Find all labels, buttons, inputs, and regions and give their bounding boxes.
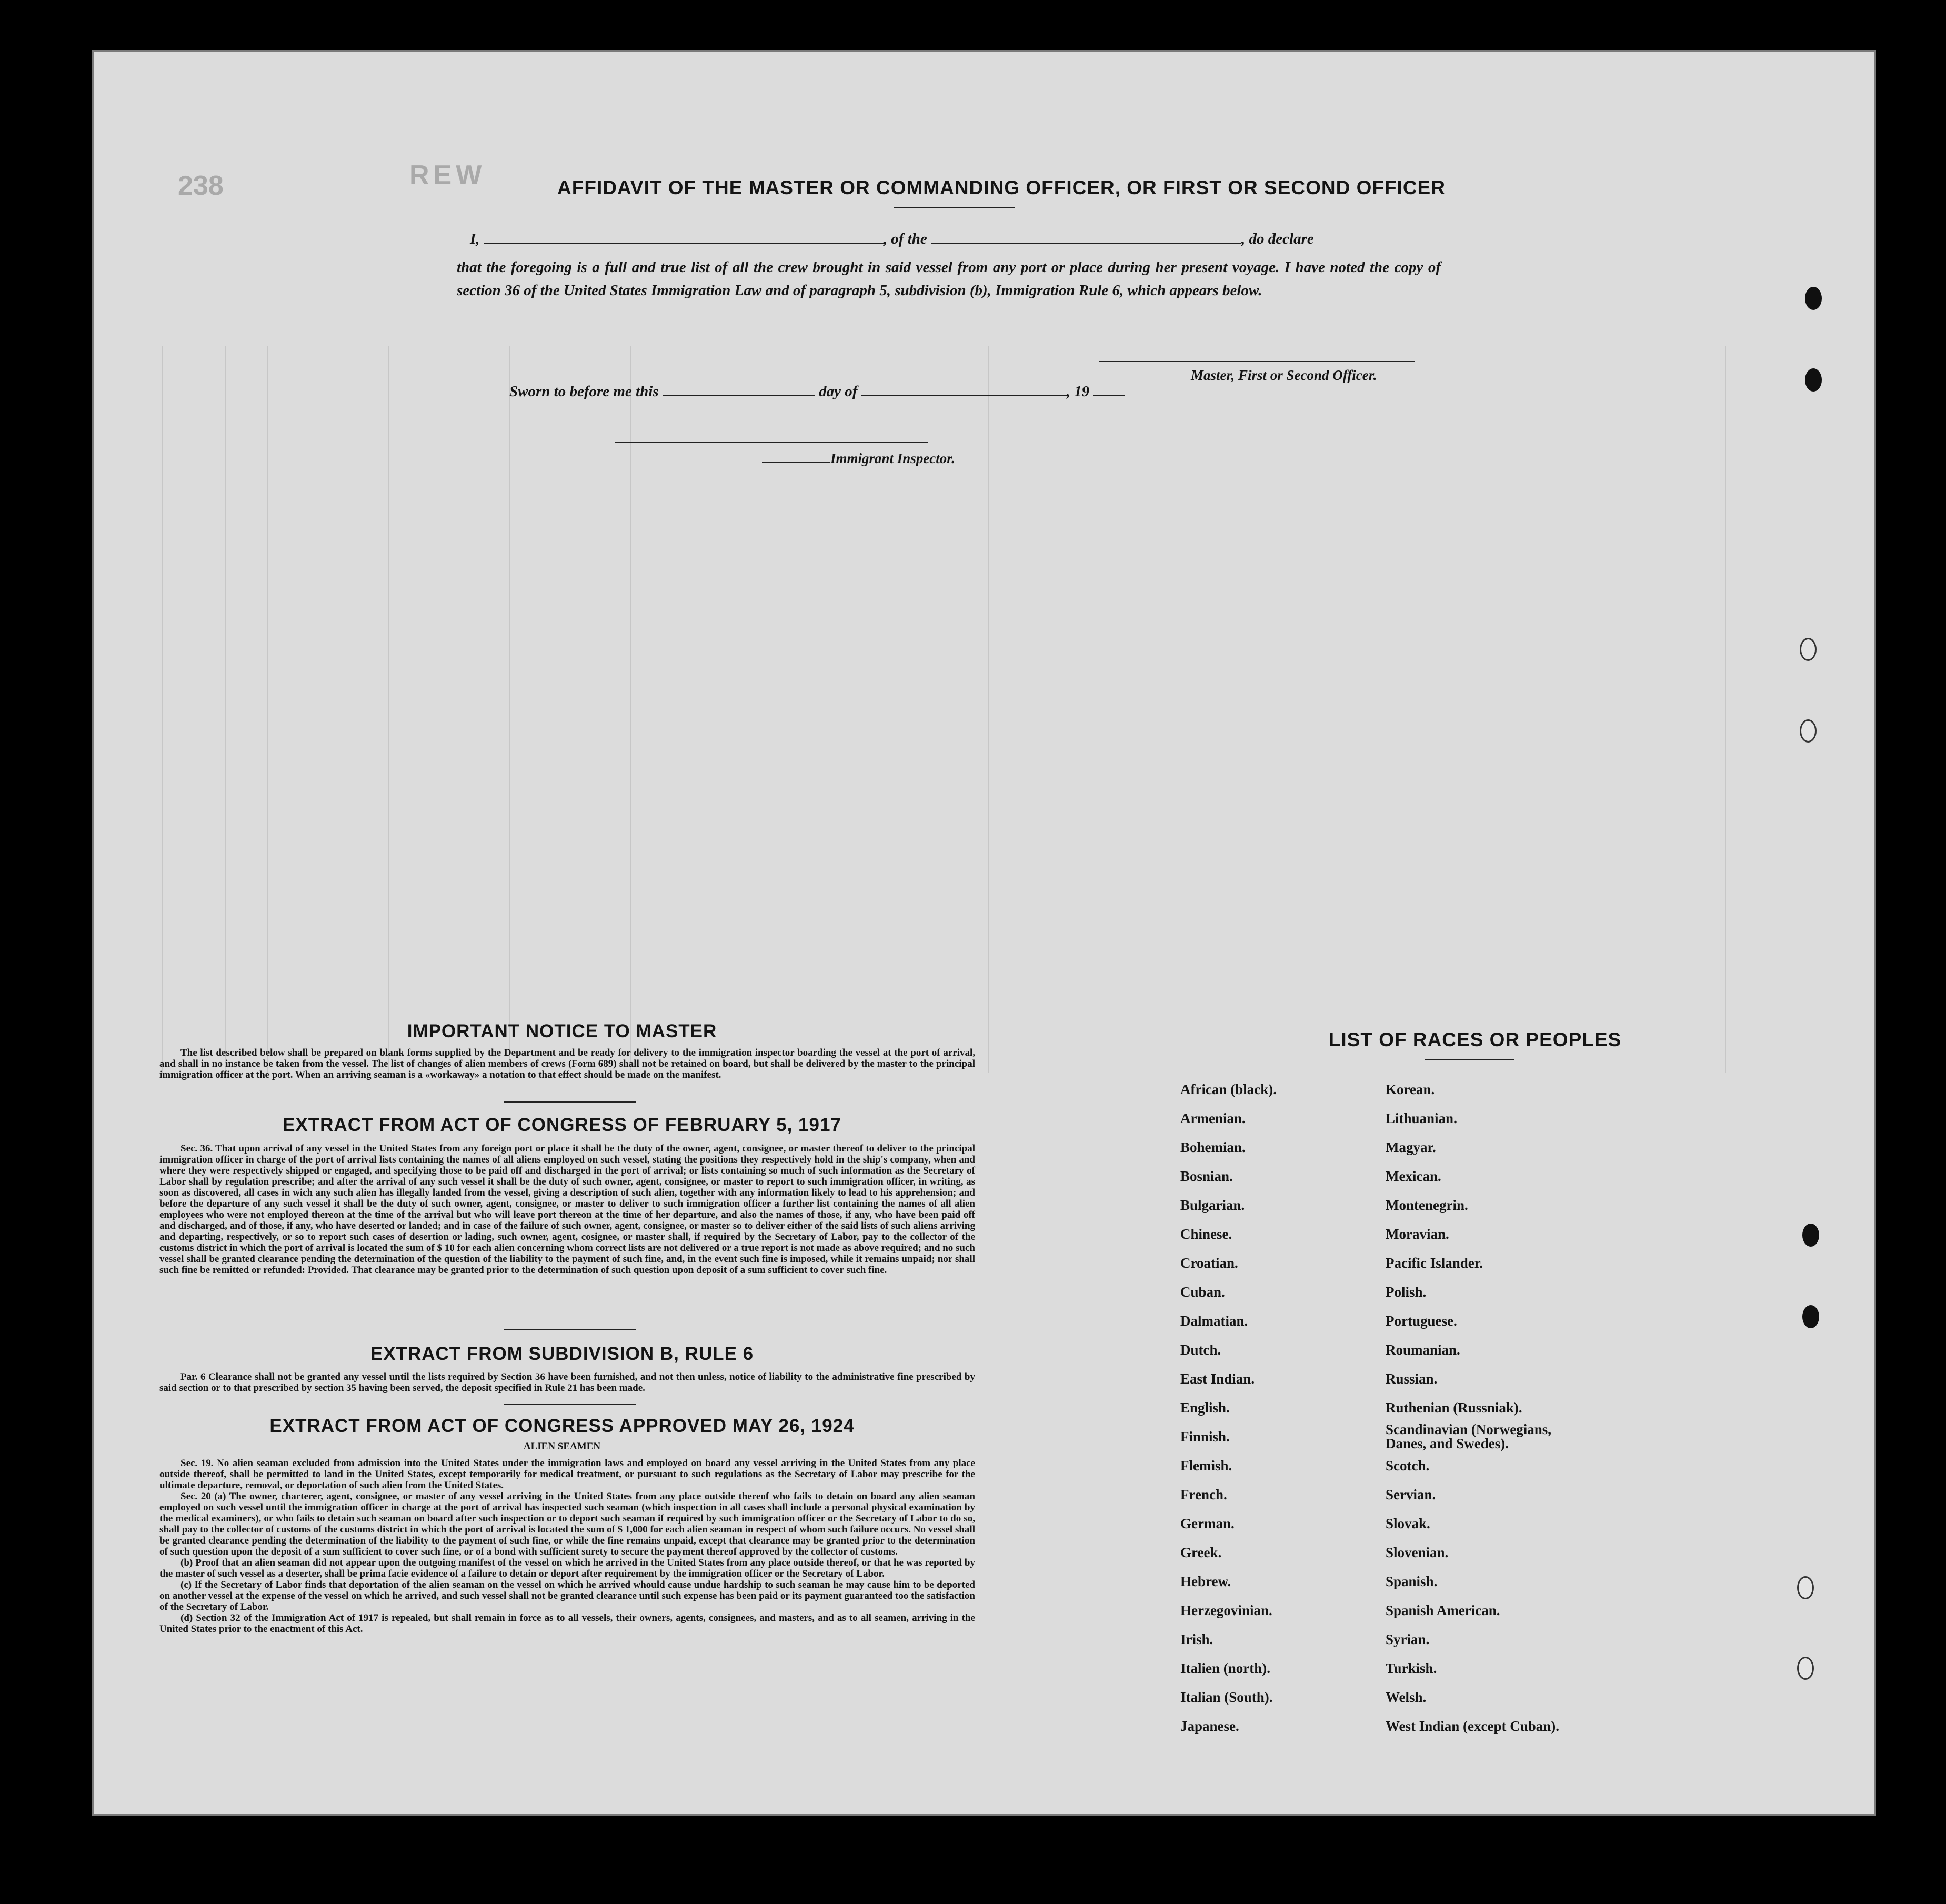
race-item: Dutch. <box>1180 1342 1221 1358</box>
affidavit-body: that the foregoing is a full and true list of all the crew brought in said vessel from any port or place during her present voyage. I have noted the copy of section 36 of the United States Immigration Law and of paragraph 5, subdivision (b), Immigration Rule 6, which appears below. <box>457 259 1441 299</box>
race-item: Pacific Islander. <box>1386 1255 1483 1271</box>
race-item: Italien (north). <box>1180 1660 1270 1676</box>
extract-1924-paragraph: (d) Section 32 of the Immigration Act of 1917 is repealed, but shall remain in force as to all vessels, their owners, agents, consignees, and masters, and as to all seamen, arriving in the United States prior to the enactment of this Act. <box>159 1612 975 1635</box>
vessel-name-field[interactable] <box>931 243 1241 244</box>
of-the-label: , of the <box>883 231 927 247</box>
race-item: Magyar. <box>1386 1139 1436 1155</box>
extract-1917-title: EXTRACT FROM ACT OF CONGRESS OF FEBRUARY 5, 1917 <box>283 1115 841 1135</box>
race-item: Scandinavian (Norwegians, Danes, and Swedes). <box>1386 1421 1552 1451</box>
race-item: Portuguese. <box>1386 1313 1457 1329</box>
title-underline <box>894 207 1015 208</box>
bleed-grid-line <box>509 346 510 1073</box>
sworn-day-label: day of <box>819 383 858 400</box>
races-right-column <box>1386 1075 1575 1741</box>
race-item: Irish. <box>1180 1631 1213 1647</box>
races-title: LIST OF RACES OR PEOPLES <box>1328 1029 1622 1050</box>
race-item: Mexican. <box>1386 1168 1441 1184</box>
document-page <box>92 50 1876 1816</box>
notice-title: IMPORTANT NOTICE TO MASTER <box>407 1021 717 1041</box>
extract-1924-paragraph: (c) If the Secretary of Labor finds that deportation of the alien seaman on the vessel on which he arrived whould cause undue hardship to such seaman he may cause him to be deported on another vessel at the expense of the vessel on which he arrived, and such vessel shall not be granted clearance until such expense has been paid or its payment guaranteed too the satisfaction of the Secretary of Labor. <box>159 1579 975 1612</box>
master-signature-label: Master, First or Second Officer. <box>1191 367 1377 383</box>
race-item: Croatian. <box>1180 1255 1238 1271</box>
i-label: I, <box>470 231 480 247</box>
sworn-line <box>509 383 1125 400</box>
race-item: Korean. <box>1386 1081 1435 1097</box>
race-item: German. <box>1180 1516 1235 1531</box>
bleed-grid-line <box>388 346 389 1073</box>
master-name-field[interactable] <box>484 243 884 244</box>
race-item: Slovak. <box>1386 1516 1430 1531</box>
race-item: Herzegovinian. <box>1180 1602 1272 1618</box>
race-item: Moravian. <box>1386 1226 1449 1242</box>
bleed-grid-line <box>267 346 268 1073</box>
race-item: Dalmatian. <box>1180 1313 1248 1329</box>
race-item: Turkish. <box>1386 1660 1437 1676</box>
race-item: Japanese. <box>1180 1718 1239 1734</box>
sworn-month-field[interactable] <box>861 395 1067 396</box>
bleed-heading-fragment: REW <box>409 160 486 191</box>
race-item: West Indian (except Cuban). <box>1386 1718 1560 1734</box>
race-item: Finnish. <box>1180 1429 1230 1445</box>
separator-rule <box>504 1329 636 1330</box>
race-item: Welsh. <box>1386 1689 1427 1705</box>
bleed-grid-line <box>162 346 163 1073</box>
race-item: East Indian. <box>1180 1371 1255 1387</box>
race-item: Syrian. <box>1386 1631 1430 1647</box>
inspector-label: Immigrant Inspector. <box>830 450 956 466</box>
sworn-year-field[interactable] <box>1093 395 1125 396</box>
extract-rule6-text <box>159 1371 975 1394</box>
race-item: Cuban. <box>1180 1284 1225 1300</box>
race-item: Roumanian. <box>1386 1342 1460 1358</box>
binder-hole <box>1802 1224 1819 1247</box>
bleed-grid-line <box>630 346 631 1073</box>
race-item: Chinese. <box>1180 1226 1232 1242</box>
race-item: Slovenian. <box>1386 1545 1449 1560</box>
race-item: French. <box>1180 1487 1227 1502</box>
extract-rule6-title: EXTRACT FROM SUBDIVISION B, RULE 6 <box>370 1344 754 1364</box>
race-item: Armenian. <box>1180 1110 1246 1126</box>
race-item: Bulgarian. <box>1180 1197 1245 1213</box>
race-item: Montenegrin. <box>1386 1197 1468 1213</box>
race-item: Hebrew. <box>1180 1574 1231 1589</box>
do-declare-label: , do declare <box>1241 231 1314 247</box>
races-title-underline <box>1425 1059 1514 1060</box>
binder-hole <box>1805 287 1822 310</box>
bleed-grid-line <box>1725 346 1726 1073</box>
race-item: Servian. <box>1386 1487 1436 1502</box>
race-item: Polish. <box>1386 1284 1427 1300</box>
binder-hole <box>1805 368 1822 392</box>
sworn-day-field[interactable] <box>663 395 815 396</box>
race-item: African (black). <box>1180 1081 1277 1097</box>
binder-hole <box>1797 1576 1814 1599</box>
inspector-line <box>762 450 955 467</box>
race-item: Lithuanian. <box>1386 1110 1457 1126</box>
extract-1924-paragraph: Sec. 20 (a) The owner, charterer, agent, consignee, or master of any vessel arriving in the United States from any place outside thereof who fails to detain on board any alien seaman employed on such vessel until the immigration officer in charge at the port of arrival has inspected such seaman (which inspection in all cases shall include a personal physical examination by the medical examiners), or who fails to detain such seaman on board after such inspection or to deport such seaman if required by such immigration officer or the Secretary of Labor to do so, shall pay to the collector of customs of the customs district in which the port of arrival is located the sum of $ 1,000 for each alien seaman in respect of whom such failure occurs. No vessel shall be granted clearance pending the determination of the liability to the payment of such fine, or while the fine remains unpaid, except that clearance may be granted prior to the determination of such question upon the deposit of a sum sufficient to cover such fine, or of a bond with sufficient surety to secure the payment thereof approved by the collector of customs. <box>159 1491 975 1557</box>
race-item: Spanish. <box>1386 1574 1438 1589</box>
extract-1917-paragraph: Sec. 36. That upon arrival of any vessel in the United States from any foreign port or place it shall be the duty of the owner, agent, consignee, or master thereof to deliver to the principal immigration officer in charge of the port of arrival lists containing the names of all aliens employed on such vessel, stating the positions they respectively hold in the ship's company, when and where they were respectively shipped or engaged, and specifying those to be paid off and discharged in the port of arrival; or lists containing so much of such information as the Secretary of Labor shall by regulation prescribe; and after the arrival of any such vessel it shall be the duty of such owner, agent, consignee, or master to report to such immigration officer, in writing, as soon as discovered, all cases in wich any such alien has illegally landed from the vessel, giving a description of such alien, together with any information likely to lead to his apprehension; and before the departure of any such vessel it shall be the duty of such owner, agent, consignee, or master to deliver to such immigration officer a further list containing the names of all alien employees who were not employed thereon at the time of the arrival but who will leave port thereon at the time of her departure, and also the names of those, if any, who have been paid off and discharged, and of those, if any, who have deserted or landed; and in case of the failure of such owner, agent, consignee, or master so to deliver either of the said lists of such aliens arriving and departing, respectively, or so to report such cases of desertion or lading, such owner, agent, cosignee, or master shall, if required by the Secretary of Labor, pay to the collector of the customs district in which the port of arrival is located the sum of $ 10 for each alien concerning whom correct lists are not delivered or a true report is not made as above required; and no such vessel shall be granted clearance pending the determination of the question of the liability to the payment of such fine, and, in the event such fine is imposed, while it remains unpaid; nor shall such fine be remitted or refunded: Provided. That clearance may be granted prior to the determination of such question upon deposit of a sum sufficient to cover such fine. <box>159 1143 975 1276</box>
race-item: Russian. <box>1386 1371 1438 1387</box>
affidavit-declaration-line <box>470 231 1314 248</box>
separator-rule <box>504 1101 636 1103</box>
race-item: Flemish. <box>1180 1458 1232 1474</box>
extract-1924-paragraph: (b) Proof that an alien seaman did not appear upon the outgoing manifest of the vessel on which he arrived in the United States from any place outside thereof, or that he was reported by the master of such vessel as a deserter, shall be prima facie evidence of a failure to detain or deport after requirement by the immigration officer or the Secretary of Labor. <box>159 1557 975 1579</box>
bleed-page-number: 238 <box>178 171 224 201</box>
extract-1924-paragraph: Sec. 19. No alien seaman excluded from admission into the United States under the immigration laws and employed on board any vessel arriving in the United States from any place outside thereof, shall be permitted to land in the United States, except temporarily for medical treatment, or pursuant to such regulations as the Secretary of Labor may prescribe for the ultimate departure, removal, or deportation of such alien from the United States. <box>159 1458 975 1491</box>
extract-rule6-paragraph: Par. 6 Clearance shall not be granted any vessel until the lists required by Section 36 have been furnished, and not then unless, notice of liability to the administrative fine prescribed by said section or to that prescribed by section 35 having been served, the deposit specified in Rule 21 has been made. <box>159 1371 975 1394</box>
separator-rule <box>504 1404 636 1405</box>
extract-1924-title: EXTRACT FROM ACT OF CONGRESS APPROVED MAY 26, 1924 <box>269 1416 855 1436</box>
binder-hole <box>1802 1305 1819 1328</box>
binder-hole <box>1800 719 1817 743</box>
bleed-grid-line <box>225 346 226 1073</box>
notice-paragraph: The list described below shall be prepared on blank forms supplied by the Department and be ready for delivery to the immigration inspector boarding the vessel at the port of arrival, and shall in no instance be taken from the vessel. The list of changes of alien members of crews (Form 689) shall not be retained on board, but shall be delivered by the master to the principal immigration officer at the port. When an arriving seaman is a «workaway» a notation to that effect should be made on the manifest. <box>159 1047 975 1080</box>
extract-1924-subtitle: ALIEN SEAMEN <box>523 1441 601 1452</box>
extract-1924-text <box>159 1458 975 1635</box>
sworn-year-label: , 19 <box>1066 383 1090 400</box>
inspector-signature-line[interactable] <box>615 442 928 443</box>
race-item: Spanish American. <box>1386 1602 1500 1618</box>
race-item: Italian (South). <box>1180 1689 1273 1705</box>
race-item: Scotch. <box>1386 1458 1430 1474</box>
race-item: Greek. <box>1180 1545 1222 1560</box>
race-item: Ruthenian (Russniak). <box>1386 1400 1522 1416</box>
race-item: Bohemian. <box>1180 1139 1246 1155</box>
sworn-prefix: Sworn to before me this <box>509 383 659 400</box>
affidavit-title: AFFIDAVIT OF THE MASTER OR COMMANDING OFFICER, OR FIRST OR SECOND OFFICER <box>557 177 1446 198</box>
master-signature-line[interactable] <box>1099 361 1415 362</box>
race-item: Bosnian. <box>1180 1168 1233 1184</box>
notice-text <box>159 1047 975 1080</box>
binder-hole <box>1797 1657 1814 1680</box>
races-left-column <box>1180 1075 1277 1741</box>
binder-hole <box>1800 638 1817 661</box>
inspector-fill <box>762 462 830 463</box>
bleed-grid-line <box>988 346 989 1073</box>
race-item: English. <box>1180 1400 1230 1416</box>
extract-1917-text <box>159 1143 975 1276</box>
